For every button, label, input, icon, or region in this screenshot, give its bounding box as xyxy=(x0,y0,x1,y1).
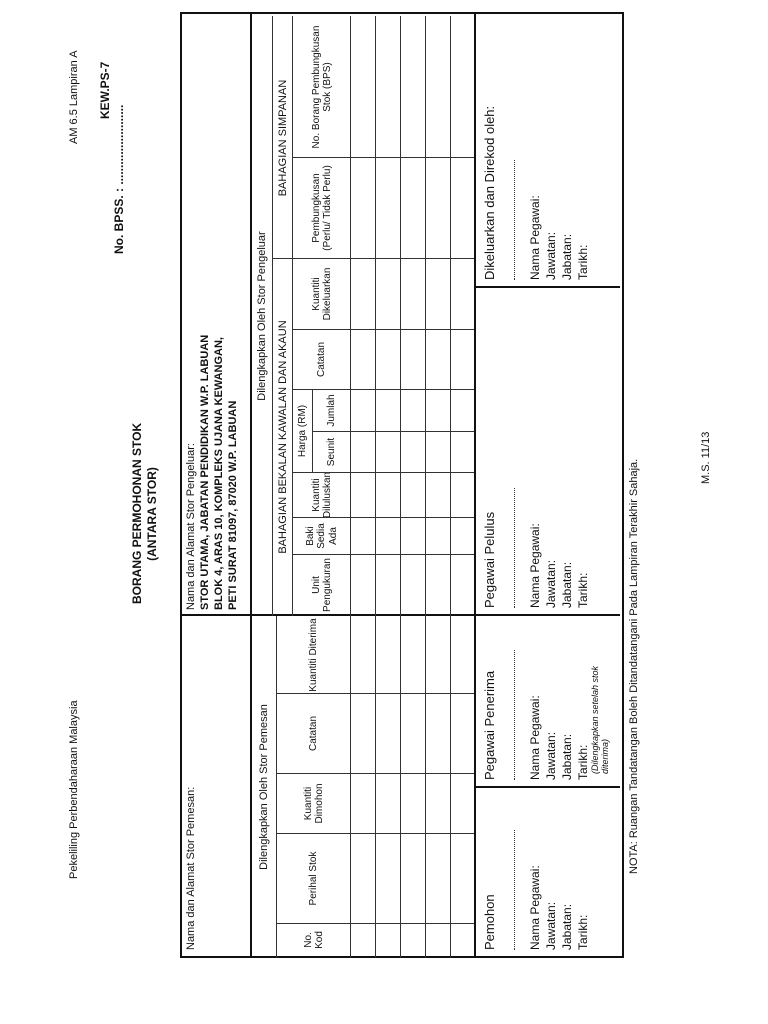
signature-line[interactable] xyxy=(514,650,515,780)
table-row[interactable] xyxy=(375,16,376,958)
field-jawatan: Jawatan: xyxy=(544,901,558,950)
issuer-address-line-3: PETI SURAT 81097, 87020 W.P. LABUAN xyxy=(227,400,239,610)
requester-section-header: Dilengkapkan Oleh Stor Pemesan xyxy=(257,704,270,870)
field-nama-pegawai: Nama Pegawai: xyxy=(528,523,542,608)
col-kuantiti-dimohon: Kuantiti Dimohon xyxy=(302,783,325,824)
issuer-section-header: Dilengkapkan Oleh Stor Pengeluar xyxy=(255,231,268,401)
signature-title: Pegawai Pelulus xyxy=(482,511,497,608)
signature-block-pemohon[interactable] xyxy=(478,792,616,952)
signature-line[interactable] xyxy=(514,830,515,950)
col-catatan-pengeluar: Catatan xyxy=(316,341,328,378)
col-kuantiti-diterima: Kuantiti Diterima xyxy=(308,618,320,692)
issuer-address-line-1: STOR UTAMA, JABATAN PENDIDIKAN W.P. LABUAN xyxy=(199,334,211,610)
field-jabatan: Jabatan: xyxy=(560,233,574,280)
col-pembungkusan: Pembungkusan (Perlu/ Tidak Perlu) xyxy=(310,165,333,251)
signature-title: Dikeluarkan dan Direkod oleh: xyxy=(482,105,497,280)
field-nama-pegawai: Nama Pegawai: xyxy=(528,865,542,950)
col-no-kod: No. Kod xyxy=(302,931,325,949)
signature-title: Pegawai Penerima xyxy=(482,670,497,780)
form-title: BORANG PERMOHONAN STOK xyxy=(130,422,144,604)
field-jabatan: Jabatan: xyxy=(560,733,574,780)
table-row[interactable] xyxy=(400,16,401,958)
form-code: KEW.PS-7 xyxy=(98,61,112,119)
col-kuantiti-dikeluarkan: Kuantiti Dikeluarkan xyxy=(310,267,333,321)
field-tarikh: Tarikh: xyxy=(576,914,590,950)
reference-code: AM 6.5 Lampiran A xyxy=(68,50,80,144)
field-nama-pegawai: Nama Pegawai: xyxy=(528,195,542,280)
signature-title: Pemohon xyxy=(482,894,497,950)
signature-line[interactable] xyxy=(514,488,515,608)
footer-nota: NOTA: Ruangan Tandatangan Boleh Ditandatangani Pada Lampiran Terakhir Sahaja. xyxy=(628,458,640,874)
bpss-number-field[interactable]: No. BPSS. : ........................ xyxy=(112,104,126,254)
signature-block-pelulus[interactable] xyxy=(478,294,616,610)
field-jawatan: Jawatan: xyxy=(544,559,558,608)
col-perihal-stok: Perihal Stok xyxy=(308,851,320,906)
field-jabatan: Jabatan: xyxy=(560,561,574,608)
col-no-borang-bps: No. Borang Pembungkusan Stok (BPS) xyxy=(310,25,333,149)
field-jawatan: Jawatan: xyxy=(544,231,558,280)
requester-store-label: Nama dan Alamat Stor Pemesan: xyxy=(185,786,197,950)
field-tarikh: Tarikh: xyxy=(576,572,590,608)
page-version: M.S. 11/13 xyxy=(700,431,712,484)
publisher-text: Pekeliling Perbendaharaan Malaysia xyxy=(68,700,80,879)
issuer-address-line-2: BLOK 4, ARAS 10, KOMPLEKS UJANA KEWANGAN, xyxy=(213,337,225,610)
receiver-note: (Dilengkapkan setelah stok diterima) xyxy=(590,665,610,774)
issuer-store-label: Nama dan Alamat Stor Pengeluar: xyxy=(185,443,197,610)
signature-line[interactable] xyxy=(514,160,515,280)
col-unit-pengukuran: Unit Pengukuran xyxy=(310,558,333,612)
control-section-header: BAHAGIAN BEKALAN KAWALAN DAN AKAUN xyxy=(276,320,289,554)
field-nama-pegawai: Nama Pegawai: xyxy=(528,695,542,780)
form-subtitle: (ANTARA STOR) xyxy=(145,467,159,561)
signature-block-penerima[interactable] xyxy=(478,618,616,782)
field-tarikh: Tarikh: xyxy=(576,744,590,780)
table-row[interactable] xyxy=(425,16,426,958)
field-jawatan: Jawatan: xyxy=(544,731,558,780)
storage-section-header: BAHAGIAN SIMPANAN xyxy=(276,79,289,197)
price-group-header: Harga (RM) xyxy=(297,404,309,458)
col-catatan-pemesan: Catatan xyxy=(308,715,320,752)
col-jumlah: Jumlah xyxy=(325,394,337,427)
col-baki-sedia-ada: Baki Sedia Ada xyxy=(304,523,339,549)
field-jabatan: Jabatan: xyxy=(560,903,574,950)
signature-block-dikeluarkan[interactable] xyxy=(478,20,616,282)
col-seunit: Seunit xyxy=(325,437,337,467)
table-row[interactable] xyxy=(450,16,451,958)
col-kuantiti-diluluskan: Kuantiti Diluluskan xyxy=(310,471,333,519)
field-tarikh: Tarikh: xyxy=(576,244,590,280)
